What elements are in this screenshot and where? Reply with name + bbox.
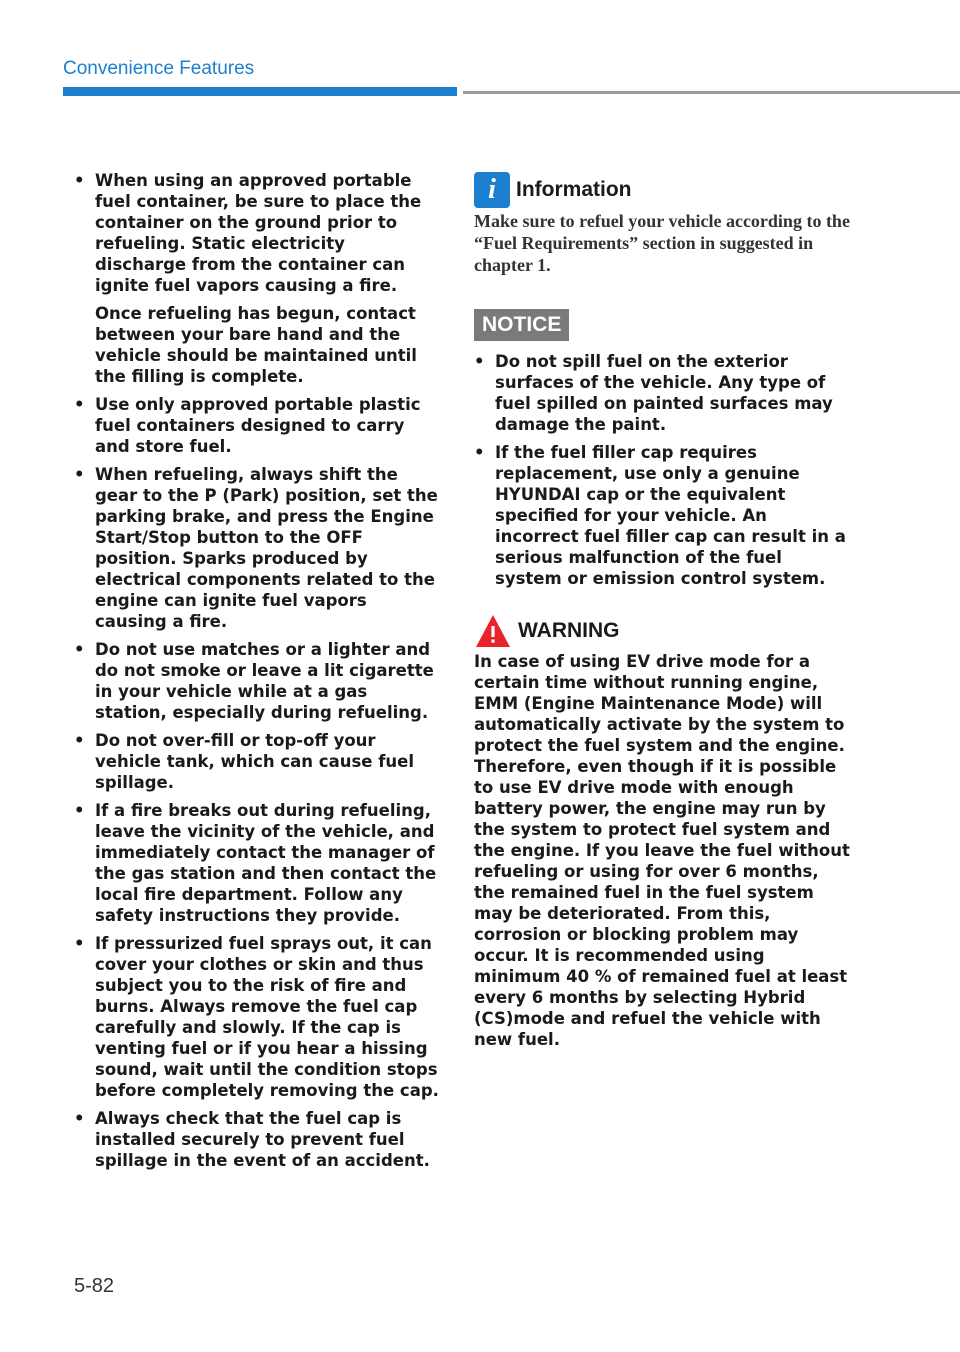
- information-icon: i: [474, 172, 510, 208]
- bullet-text: If pressurized fuel sprays out, it can cover your clothes or skin and thus subject you to the risk of fire and burns. Always remove the fuel cap carefully and slowly. If the cap is venting fuel or if you hear a hissing sound, wait until the condition stops before completely removing the cap.: [95, 934, 439, 1100]
- bullet-item: [74, 464, 440, 632]
- bullet-text: Do not over-fill or top-off your vehicle tank, which can cause fuel spillage.: [95, 731, 414, 792]
- warning-title: WARNING: [518, 619, 620, 642]
- bullet-text: Use only approved portable plastic fuel containers designed to carry and store fuel.: [95, 395, 421, 456]
- bullet-dot: •: [74, 640, 85, 659]
- safety-bullet-list: [74, 170, 440, 1171]
- bullet-item: [74, 730, 440, 793]
- bullet-text: When using an approved portable fuel container, be sure to place the container on the ground prior to refueling. Static electricity discharge from the container can ignite fuel vapors causing a fire.: [95, 171, 422, 295]
- bullet-dot: •: [74, 731, 85, 750]
- bullet-dot: •: [474, 352, 485, 371]
- bullet-item: [74, 639, 440, 723]
- bullet-item: [74, 394, 440, 457]
- section-title: Convenience Features: [63, 58, 255, 79]
- bullet-dot: •: [74, 801, 85, 820]
- bullet-text: When refueling, always shift the gear to the P (Park) position, set the parking brake, and press the Engine Start/Stop button to the OFF position. Sparks produced by electrical components related to the engine can ignite fuel vapors causing a fire.: [95, 465, 438, 631]
- header-rule-gray: [463, 91, 960, 94]
- information-header: [474, 170, 850, 210]
- bullet-dot: •: [474, 443, 485, 462]
- information-body: Make sure to refuel your vehicle according to the “Fuel Requirements” section in suggested in chapter 1.: [474, 211, 850, 275]
- bullet-dot: •: [74, 171, 85, 190]
- bullet-item: [74, 933, 440, 1101]
- bullet-text: If a fire breaks out during refueling, leave the vicinity of the vehicle, and immediately contact the manager of the gas station and then contact the local fire department. Follow any safety instructions they provide.: [95, 801, 437, 925]
- bullet-text: Once refueling has begun, contact between your bare hand and the vehicle should be maintained until the filling is complete.: [95, 304, 417, 386]
- notice-text: If the fuel filler cap requires replacement, use only a genuine HYUNDAI cap or the equivalent specified for your vehicle. An incorrect fuel filler cap can result in a serious malfunction of the fuel system or emission control system.: [495, 443, 846, 588]
- right-column: [474, 170, 850, 1050]
- notice-badge: NOTICE: [474, 309, 569, 341]
- notice-item: [474, 351, 850, 435]
- notice-bullet-list: [474, 351, 850, 589]
- warning-header: [474, 611, 850, 651]
- bullet-dot: •: [74, 934, 85, 953]
- bullet-dot: •: [74, 465, 85, 484]
- bullet-item: [74, 1108, 440, 1171]
- left-column: [74, 170, 440, 1178]
- bullet-text: Do not use matches or a lighter and do not smoke or leave a lit cigarette in your vehicle while at a gas station, especially during refueling.: [95, 640, 434, 722]
- notice-text: Do not spill fuel on the exterior surfaces of the vehicle. Any type of fuel spilled on painted surfaces may damage the paint.: [495, 352, 833, 434]
- bullet-dot: •: [74, 395, 85, 414]
- bullet-text: Always check that the fuel cap is installed securely to prevent fuel spillage in the event of an accident.: [95, 1109, 430, 1170]
- warning-triangle-icon: [474, 612, 512, 650]
- notice-item: [474, 442, 850, 589]
- header-rule-blue: [63, 87, 457, 96]
- bullet-item: [74, 800, 440, 926]
- bullet-item: [74, 170, 440, 387]
- information-title: Information: [516, 178, 632, 201]
- page-number: 5-82: [74, 1275, 115, 1297]
- warning-body: In case of using EV drive mode for a certain time without running engine, EMM (Engine Maintenance Mode) will automatically activate by the system to protect the fuel system and the engine. Therefore, even though if it is possible to use EV drive mode with enough battery power, the engine may run by the system to protect fuel system and the engine. If you leave the fuel without refueling or using for over 6 months, the remained fuel in the fuel system may be deteriorated. From this, corrosion or blocking problem may occur. It is recommended using minimum 40 % of remained fuel at least every 6 months by selecting Hybrid (CS)mode and refuel the vehicle with new fuel.: [474, 652, 850, 1049]
- bullet-dot: •: [74, 1109, 85, 1128]
